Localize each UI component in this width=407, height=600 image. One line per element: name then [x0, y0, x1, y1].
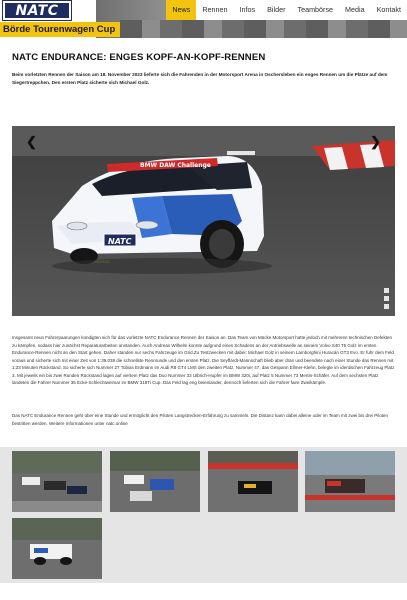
article-paragraph: Insgesamt neun Fahrerpaarungen kündigten sich für das vorletzte NATC Endurance Rennen der Saison an. Das Team von Mücke Motorsport hatte jedoch mit mehreren technischen Defekten zu kämpfen, sodass hier zunächst Reparaturarbeiten anstanden. Auch Andreas Wilhelm konnte aufgrund eines Schadens an der Antriebswelle an seinem Volvo S40 T5 Golz im ersten Endurance-Rennen nicht an den Start gehen. Daher standen nur sechs Fahrzeuge im Grid.Zu Testzwecken mit dabei: Michael Golz in seinem Lamborghini Huracán GT3 Evo. Er fuhr dem Feld voraus und sicherte sich mit einer Zeit von 1:39.038 die schnellste Rennrunde und den ersten Platz. Die Seyffardt-Mannschaft blieb aber dran und beendete nach einer Stunde das Rennen mit 1:23 Minuten Rückstand. So sicherte sich Nummer 27 Tobias Erdmann im Audi R8 GT4 LMS den zweiten Platz. Nummer 47, das Gespann Ellmer-Klehn, belegte im identischen Fahrzeug Platz 3. Mit jeweils ein bis zwei Runden Rückstand lagen auf viertem Platz das Duo Nummer 33 Ulbrich-Hupfer im BMW 320i, auf Platz 5 Nummer 73 Mertin-Schäfer. Auf dem sechsten Platz landeten die Fahrer Nummer 35 Ecke-Schlechtweimar im BMW 318Ti Cup. Das Feld lag eng beieinander, dennoch lieferten sich die Fahrer faire Zweikämpfe.	[12, 335, 395, 385]
image-slider[interactable]	[12, 126, 395, 316]
article-lead: Beim vorletzten Rennen der Saison am 18. November 2023 lieferte sich die Fahrenden in der Motorsport Arena in Oschersleben ein enges Rennen um die Plätze auf dem Siegertreppchen. Den ersten Platz sicherte sich Michael Golz.	[12, 72, 388, 85]
nav-item-kontakt[interactable]: Kontakt	[376, 5, 401, 14]
gallery-thumb[interactable]	[12, 451, 102, 512]
slider-dot[interactable]	[384, 304, 389, 309]
car-plate-text: NATC	[108, 237, 132, 246]
gallery-thumb[interactable]	[110, 451, 200, 512]
article-header	[12, 52, 395, 87]
image-gallery	[0, 447, 407, 583]
chevron-right-icon[interactable]: ❯	[370, 134, 381, 149]
nav-item-infos[interactable]: Infos	[239, 5, 256, 14]
article-body	[12, 334, 395, 387]
article-paragraph: Das NATC Endurance Rennen geht über eine Stunde und ermöglicht den Piloten Langstrecken-Erfahrung zu sammeln. Die Distanz kann dabei alleine oder im Team mit zwei bis drei Piloten bestritten werden. Weitere Informationen unter natc.online	[12, 413, 389, 426]
natc-logo[interactable]	[3, 1, 71, 20]
article-title: NATC ENDURANCE: ENGES KOPF-AN-KOPF-RENNEN	[12, 52, 266, 63]
logo-text: NATC	[15, 2, 59, 19]
car-banner-text: BMW DAW Challenge	[140, 162, 211, 169]
nav-item-news[interactable]: News	[166, 0, 196, 20]
slider-dot[interactable]	[384, 296, 389, 301]
gallery-thumb[interactable]	[12, 518, 102, 579]
main-nav	[166, 0, 407, 20]
nav-item-teamboerse[interactable]: Teambörse	[297, 5, 334, 14]
slider-dots	[384, 288, 389, 309]
gallery-thumb[interactable]	[208, 451, 298, 512]
site-header	[0, 0, 407, 38]
nav-item-rennen[interactable]: Rennen	[202, 5, 228, 14]
chevron-left-icon[interactable]: ❮	[26, 134, 37, 149]
article-body-2	[12, 412, 395, 427]
gallery-thumb[interactable]	[305, 451, 395, 512]
slider-dot[interactable]	[384, 288, 389, 293]
nav-item-media[interactable]: Media	[345, 5, 365, 14]
footer-band	[0, 583, 407, 600]
race-car-photo	[12, 126, 395, 316]
nav-item-bilder[interactable]: Bilder	[267, 5, 286, 14]
site-tagline: Börde Tourenwagen Cup	[0, 22, 120, 37]
